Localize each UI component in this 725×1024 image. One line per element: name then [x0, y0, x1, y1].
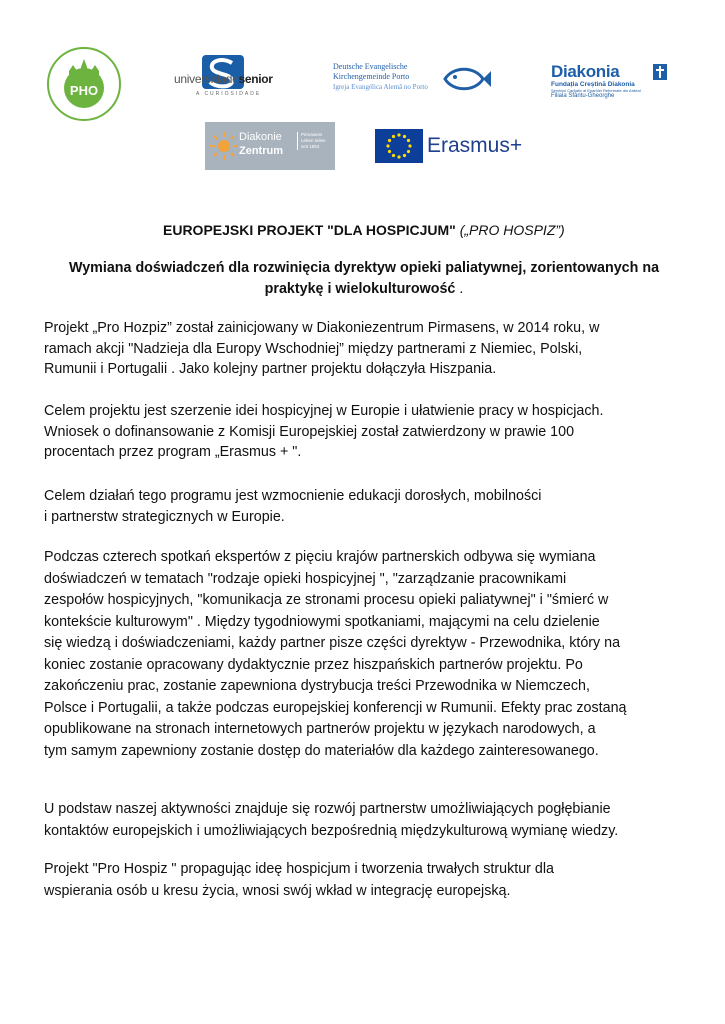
- title-italic: („PRO HOSPIZ”): [459, 222, 565, 238]
- subtitle-line1: Wymiana doświadczeń dla rozwinięcia dyrektyw opieki paliatywnej, zorientowanych na: [68, 260, 660, 276]
- subtitle-tail: .: [455, 281, 464, 297]
- p4-line: zakończeniu prac, zostanie zapewniona dystrybucja treści Przewodnika w Niemczech,: [44, 678, 590, 694]
- dek-porto-logo: [333, 60, 495, 100]
- dek-porto-text: [333, 62, 428, 92]
- document-title: [163, 222, 565, 238]
- universidade-tagline: A CURIOSIDADE: [196, 91, 262, 97]
- p4-line: doświadczeń w tematach "rodzaje opieki hospicyjnej ", "zarządzanie pracownikami: [44, 570, 567, 587]
- diakonia-subtitle: [551, 81, 641, 100]
- subtitle-line2: praktykę i wielokulturowość: [264, 281, 456, 297]
- p5-line: kontaktów europejskich i umożliwiających bezpośrednią międzykulturową wymianę wiedzy.: [44, 823, 619, 839]
- paragraph-2: [44, 401, 684, 463]
- p3-line: Celem działań tego programu jest wzmocnienie edukacji dorosłych, mobilności: [44, 488, 542, 504]
- paragraph-4: [44, 547, 684, 762]
- p2-line: Celem projektu jest szerzenie idei hospicyjnej w Europie i ułatwienie pracy w hospicjach.: [44, 403, 604, 419]
- sun-icon: [209, 131, 239, 161]
- pro-hospiz-logo: [45, 45, 123, 123]
- universidade-senior-logo: [166, 55, 284, 105]
- subtitle-line2-wrap: [44, 279, 684, 300]
- zentrum-small2: Leben teilen: [301, 138, 326, 143]
- document-subtitle: [44, 258, 684, 300]
- erasmus-wordmark: Erasmus+: [427, 134, 523, 157]
- paragraph-3: [44, 486, 684, 527]
- universidade-part2: senior: [238, 72, 273, 86]
- p3-line: i partnerstw strategicznych w Europie.: [44, 508, 285, 525]
- universidade-wordmark: [174, 72, 273, 86]
- p4-line: zespołów hospicyjnych, "komunikacja ze stronami procesu opieki paliatywnej" i "śmierć w: [44, 592, 609, 608]
- p6-line: wspierania osób u kresu życia, wnosi swój wkład w integrację europejską.: [44, 883, 511, 899]
- p5-line: U podstaw naszej aktywności znajduje się rozwój partnerstw umożliwiających pogłębianie: [44, 801, 611, 817]
- fish-icon: [441, 62, 493, 96]
- diakonia-line3: Filiala Sfântu-Gheorghe: [551, 93, 615, 99]
- p1-line: Projekt „Pro Hozpiz” został zainicjowany w Diakoniezentrum Pirmasens, w 2014 roku, w: [44, 320, 600, 336]
- p1-line: Rumunii i Portugalii . Jako kolejny partner projektu dołączyła Hiszpania.: [44, 361, 497, 377]
- p4-line: się wiedzą i doświadczeniami, każdy partner pisze części dyrektyw - Przewodnika, który na: [44, 635, 621, 651]
- paragraph-1: [44, 318, 684, 380]
- p4-line: kontekście kulturowym" . Między tygodniowymi spotkaniami, mającymi na celu dzielenie: [44, 613, 600, 630]
- diakonie-zentrum-logo: [205, 122, 335, 170]
- paragraph-6: [44, 858, 684, 902]
- p4-line: koniec zostanie opracowany dydaktycznie przez hiszpańskich partnerów projektu. Po: [44, 656, 583, 673]
- zentrum-small1: Pirmasens: [301, 132, 323, 137]
- dek-line1: Deutsche Evangelische: [333, 62, 408, 71]
- paragraph-5: [44, 798, 684, 842]
- p4-line: Polsce i Portugalii, a także podczas europejskiej konferencji w Rumunii. Efekty prac zostaną: [44, 699, 627, 716]
- diakonia-logo: [545, 62, 675, 100]
- p6-line: Projekt "Pro Hospiz " propagując ideę hospicjum i tworzenia trwałych struktur dla: [44, 861, 554, 877]
- diakonia-line1: Fundația Creștină Diakonia: [551, 81, 635, 88]
- diakonia-line2: Serviciul Caritativ al Eparhiei Reformate din Ardeal: [551, 88, 641, 93]
- eu-flag-icon: [375, 129, 423, 163]
- pro-logo-text: PHO: [69, 83, 99, 98]
- title-main: EUROPEJSKI PROJEKT "DLA HOSPICJUM": [163, 222, 456, 238]
- p2-line: Wniosek o dofinansowanie z Komisji Europejskiej został zatwierdzony w prawie 100: [44, 423, 575, 440]
- zentrum-line1: Diakonie: [239, 131, 282, 143]
- p1-line: ramach akcji "Nadzieja dla Europy Wschodniej” między partnerami z Niemiec, Polski,: [44, 340, 583, 357]
- diakonia-emblem-icon: [653, 64, 667, 80]
- p4-line: tym samym zapewniony zostanie dostęp do materiałów dla każdego zainteresowanego.: [44, 742, 599, 759]
- p4-line: opublikowane na stronach internetowych partnerów projektu w językach narodowych, a: [44, 721, 596, 737]
- zentrum-line2: Zentrum: [239, 145, 283, 157]
- universidade-part1: universidade: [174, 72, 239, 86]
- zentrum-small-text: [297, 132, 326, 150]
- zentrum-wordmark: [239, 130, 283, 158]
- dek-line3: Igreja Evangélica Alemã no Porto: [333, 83, 428, 91]
- diakonia-title: Diakonia: [551, 62, 620, 81]
- p4-line: Podczas czterech spotkań ekspertów z pięciu krajów partnerskich odbywa się wymiana: [44, 549, 596, 565]
- erasmus-plus-logo: [375, 127, 543, 165]
- dek-line2: Kirchengemeinde Porto: [333, 72, 410, 81]
- zentrum-small3: seit 1853: [301, 144, 320, 149]
- p2-line: procentach przez program „Erasmus + ".: [44, 444, 302, 460]
